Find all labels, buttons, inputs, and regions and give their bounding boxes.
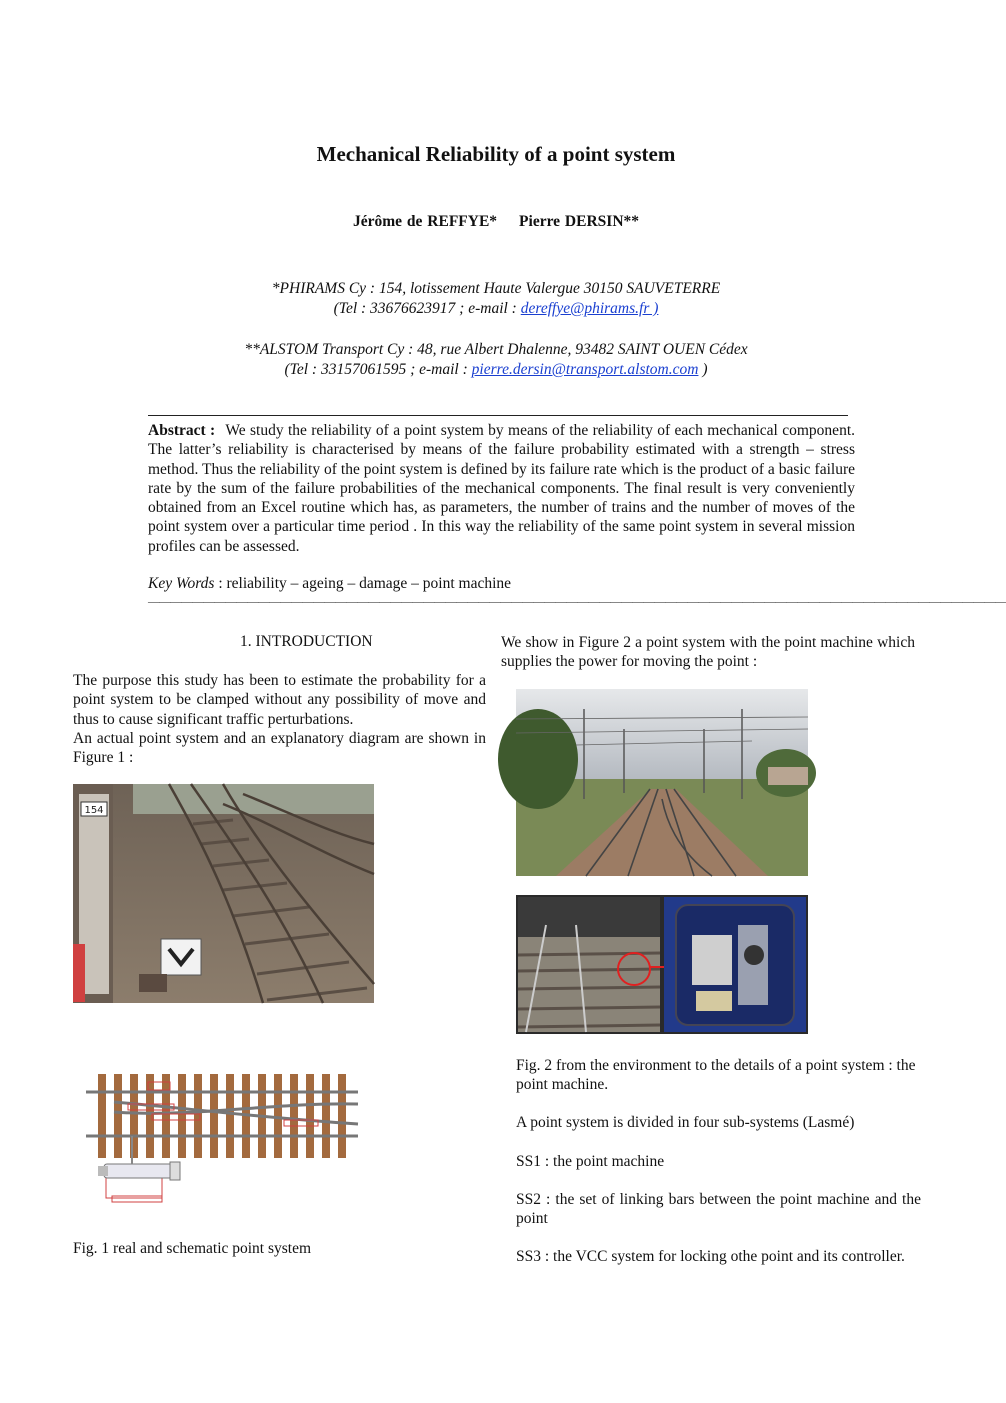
affiliation-2-email-link[interactable]: pierre.dersin@transport.alstom.com	[471, 361, 699, 378]
affiliation-2-close: )	[702, 361, 708, 378]
affiliation-2-address: **ALSTOM Transport Cy : 48, rue Albert Dhalenne, 93482 SAINT OUEN Cédex	[244, 341, 748, 358]
abstract-text: We study the reliability of a point system by means of the reliability of each mechanical component. The latter’s reliability is characterised by means of the failure probability estimated with a strength – stress method. Thus the reliability of the point system is defined by its failure rate which is the product of a basic failure rate by the sum of the failure probabilities of the mechanical components. The final result is very conveniently obtained from an Excel routine which has, as parameters, the number of trains and the number of moves of the point system over a particular time period . In this way the reliability of the same point system in several mission profiles can be assessed.	[148, 422, 855, 555]
affiliation-1	[0, 279, 992, 319]
affiliation-1-contact	[0, 299, 992, 319]
subsystem-intro: A point system is divided in four sub-systems (Lasmé)	[516, 1114, 855, 1131]
figure-2-photo-point-machine	[516, 895, 808, 1034]
figure-1-photo	[73, 784, 374, 1003]
figure-2-caption: Fig. 2 from the environment to the details of a point system : the point machine.	[516, 1057, 916, 1094]
figure-1-schematic	[84, 1072, 360, 1204]
affiliation-2-phone: (Tel : 33157061595 ; e-mail :	[284, 361, 468, 378]
figure-1-caption: Fig. 1 real and schematic point system	[73, 1240, 312, 1257]
paper-title: Mechanical Reliability of a point system	[316, 142, 676, 166]
author-list	[0, 213, 992, 231]
subsystem-ss2: SS2 : the set of linking bars between the point machine and the point	[516, 1191, 921, 1228]
figure-2-intro: We show in Figure 2 a point system with the point machine which supplies the power for moving the point :	[501, 634, 915, 671]
affiliation-2	[0, 340, 992, 380]
author-1: Jérôme de REFFYE*	[352, 213, 498, 230]
affiliation-2-contact	[0, 360, 992, 380]
keywords	[148, 575, 511, 593]
subsystem-ss1: SS1 : the point machine	[516, 1153, 665, 1170]
keywords-text: : reliability – ageing – damage – point machine	[218, 575, 512, 592]
subsystem-ss3: SS3 : the VCC system for locking othe point and its controller.	[516, 1248, 905, 1265]
abstract	[148, 421, 855, 556]
affiliation-1-phone: (Tel : 33676623917 ; e-mail :	[333, 300, 517, 317]
section-heading-introduction: 1. INTRODUCTION	[240, 633, 373, 650]
abstract-bottom-rule: ——————————————————————————————————————————————————————————————————————————————	[148, 594, 1006, 608]
keywords-label: Key Words	[148, 575, 215, 592]
photo-sign-label: 154	[84, 805, 104, 816]
abstract-top-rule	[148, 415, 848, 416]
affiliation-1-address: *PHIRAMS Cy : 154, lotissement Haute Valergue 30150 SAUVETERRE	[271, 280, 721, 297]
intro-paragraph-1: The purpose this study has been to estimate the probability for a point system to be clamped without any possibility of move and thus to cause significant traffic perturbations.	[73, 672, 486, 728]
abstract-label: Abstract :	[148, 422, 216, 439]
author-2: Pierre DERSIN**	[519, 213, 640, 230]
intro-paragraph-2: An actual point system and an explanatory diagram are shown in Figure 1 :	[73, 730, 486, 767]
affiliation-1-email-link[interactable]: dereffye@phirams.fr )	[520, 300, 659, 317]
figure-2-photo-environment	[516, 689, 808, 876]
